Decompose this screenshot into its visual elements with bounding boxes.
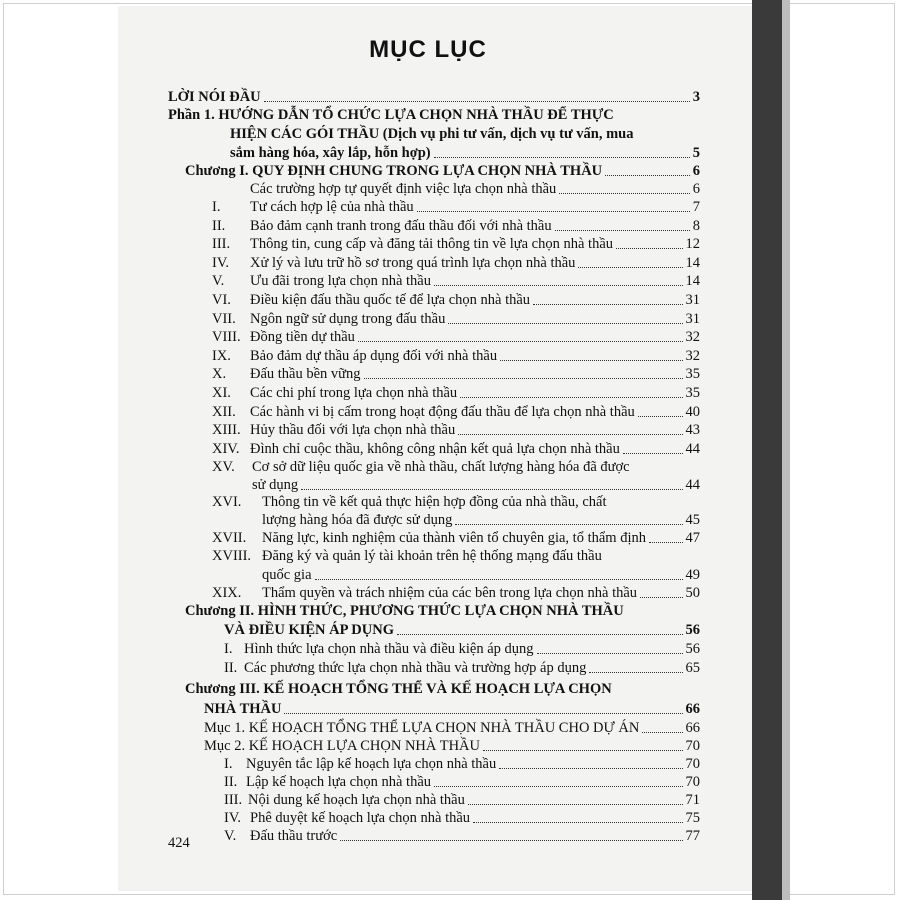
toc-leader-dots	[473, 822, 682, 823]
toc-leader-dots	[483, 750, 682, 751]
toc-page-number: 65	[685, 660, 700, 676]
toc-section-s2	[212, 217, 700, 235]
toc-page-number: 32	[685, 347, 700, 364]
toc-section-s3	[212, 235, 700, 253]
toc-page-number: 47	[685, 530, 700, 546]
page-title: MỤC LỤC	[369, 36, 487, 63]
toc-leader-dots	[364, 378, 683, 379]
toc-section-s10	[212, 365, 700, 383]
toc-section-xv-line2	[252, 476, 700, 494]
toc-entry-text: lượng hàng hóa đã được sử dụng	[262, 512, 453, 528]
toc-leader-dots	[555, 230, 690, 231]
toc-section-s11	[212, 384, 700, 402]
toc-section-s8	[212, 328, 700, 346]
toc-roman-numeral: X.	[212, 366, 227, 383]
toc-entry-text: quốc gia	[262, 567, 312, 583]
toc-ch2-section-i	[224, 640, 700, 658]
toc-chapter-1-intro	[250, 180, 700, 198]
toc-entry-text: Đấu thầu bền vững	[250, 366, 361, 383]
toc-leader-dots	[623, 453, 683, 454]
toc-leader-dots	[649, 542, 683, 543]
toc-entry-text: Lập kế hoạch lựa chọn nhà thầu	[246, 774, 432, 790]
toc-section-xvi-line2	[262, 511, 700, 529]
toc-leader-dots	[638, 416, 683, 417]
toc-leader-dots	[589, 672, 682, 673]
toc-page-number: 44	[685, 440, 700, 457]
toc-entry-text: Ngôn ngữ sử dụng trong đấu thầu	[250, 310, 446, 327]
toc-section-s12	[212, 403, 700, 421]
toc-page-number: 56	[685, 622, 700, 638]
toc-page-number: 70	[685, 756, 700, 772]
toc-page-number: 14	[685, 254, 700, 271]
toc-roman-numeral: XIII.	[212, 422, 241, 439]
toc-leader-dots	[264, 101, 690, 102]
toc-page-number: 45	[685, 512, 700, 528]
toc-leader-dots	[397, 634, 683, 635]
toc-page-number: 5	[692, 145, 700, 161]
toc-roman-numeral: XI.	[212, 385, 231, 401]
toc-leader-dots	[642, 732, 682, 733]
toc-roman-numeral: XVIII.	[212, 548, 252, 564]
toc-entry-text: Bảo đảm dự thầu áp dụng đối với nhà thầu	[250, 347, 498, 364]
toc-muc2-section-v	[224, 827, 700, 845]
toc-roman-numeral: XV.	[212, 459, 235, 475]
toc-entry-text: Đình chỉ cuộc thầu, không công nhận kết quả lựa chọn nhà thầu	[250, 440, 620, 457]
toc-entry-text: Bảo đảm cạnh tranh trong đấu thầu đối với nhà thầu	[250, 217, 552, 234]
toc-leader-dots	[458, 434, 682, 435]
toc-page-number: 12	[685, 236, 700, 253]
toc-section-s6	[212, 291, 700, 309]
toc-entry-loi-noi-dau	[168, 88, 700, 106]
toc-muc2-section-ii	[224, 773, 700, 791]
toc-roman-numeral: II.	[212, 217, 226, 234]
toc-muc-1	[204, 719, 700, 737]
toc-section-xvii	[212, 529, 700, 547]
toc-section-s4	[212, 254, 700, 272]
toc-leader-dots	[358, 341, 683, 342]
toc-roman-numeral: VI.	[212, 292, 231, 308]
toc-page-number: 43	[685, 422, 700, 439]
toc-page-number: 31	[685, 292, 700, 308]
toc-page-number: 6	[692, 181, 700, 197]
toc-leader-dots	[301, 489, 682, 490]
toc-leader-dots	[434, 786, 682, 787]
toc-roman-numeral: II.	[224, 660, 238, 676]
toc-chapter-2-line1: Chương II. HÌNH THỨC, PHƯƠNG THỨC LỰA CHỌN NHÀ THẦU	[185, 603, 624, 619]
toc-entry-text: Các phương thức lựa chọn nhà thầu và trường hợp áp dụng	[244, 660, 587, 676]
toc-roman-numeral: I.	[224, 641, 233, 657]
toc-page-number: 44	[685, 477, 700, 493]
toc-leader-dots	[537, 653, 683, 654]
toc-part1-line1: Phần 1. HƯỚNG DẪN TỔ CHỨC LỰA CHỌN NHÀ THẦU ĐỂ THỰC	[168, 107, 614, 123]
toc-roman-numeral: V.	[212, 273, 225, 290]
toc-page-number: 56	[685, 641, 700, 657]
toc-muc2-section-iv	[224, 809, 700, 827]
toc-roman-numeral: VIII.	[212, 329, 241, 346]
toc-roman-numeral: VII.	[212, 310, 236, 327]
toc-page-number: 6	[692, 163, 700, 179]
toc-entry-text: Chương I. QUY ĐỊNH CHUNG TRONG LỰA CHỌN NHÀ THẦU	[185, 163, 603, 179]
toc-leader-dots	[315, 579, 683, 580]
toc-page-number: 66	[685, 720, 700, 736]
toc-roman-numeral: III.	[224, 792, 243, 808]
toc-entry-text: Thông tin về kết quả thực hiện hợp đồng của nhà thầu, chất	[262, 494, 607, 510]
toc-roman-numeral: XIV.	[212, 440, 240, 457]
toc-leader-dots	[605, 175, 690, 176]
toc-entry-text: Tư cách hợp lệ của nhà thầu	[250, 199, 414, 215]
toc-page-number: 32	[685, 329, 700, 346]
toc-page-number: 50	[685, 585, 700, 601]
toc-page-number: 8	[692, 217, 700, 234]
toc-entry-text: sử dụng	[252, 477, 299, 493]
toc-entry-text: NHÀ THẦU	[204, 701, 282, 717]
toc-leader-dots	[559, 193, 689, 194]
toc-leader-dots	[640, 597, 682, 598]
toc-muc2-section-i	[224, 755, 700, 773]
toc-leader-dots	[340, 840, 682, 841]
toc-roman-numeral: II.	[224, 774, 238, 790]
toc-entry-text: LỜI NÓI ĐẦU	[168, 89, 261, 105]
toc-leader-dots	[578, 267, 682, 268]
toc-roman-numeral: I.	[212, 199, 221, 215]
toc-entry-text: sắm hàng hóa, xây lắp, hỗn hợp)	[230, 145, 431, 161]
book-spine	[752, 0, 782, 900]
toc-leader-dots	[417, 211, 690, 212]
book-edge	[782, 0, 790, 900]
toc-leader-dots	[468, 804, 683, 805]
toc-entry-text: Hình thức lựa chọn nhà thầu và điều kiện áp dụng	[244, 641, 534, 657]
toc-leader-dots	[434, 157, 690, 158]
toc-leader-dots	[434, 285, 683, 286]
toc-entry-text: Thông tin, cung cấp và đăng tải thông tin về lựa chọn nhà thầu	[250, 236, 614, 253]
toc-page-number: 35	[685, 385, 700, 401]
toc-part1-line2: HIỆN CÁC GÓI THẦU (Dịch vụ phi tư vấn, dịch vụ tư vấn, mua	[230, 126, 634, 142]
toc-muc-2	[204, 737, 700, 755]
toc-page-number: 14	[685, 273, 700, 290]
toc-chapter-2-line2	[224, 621, 700, 639]
toc-roman-numeral: IV.	[212, 254, 230, 271]
toc-chapter-1	[185, 162, 700, 180]
toc-leader-dots	[616, 248, 682, 249]
toc-entry-text: Năng lực, kinh nghiệm của thành viên tổ chuyên gia, tổ thẩm định	[262, 530, 646, 546]
toc-section-xvi-line1	[212, 494, 607, 511]
toc-section-xv-line1	[212, 459, 630, 476]
toc-entry-text: Đăng ký và quản lý tài khoản trên hệ thống mạng đấu thầu	[262, 548, 602, 564]
toc-entry-text: Các hành vi bị cấm trong hoạt động đấu thầu để lựa chọn nhà thầu	[250, 403, 635, 420]
toc-entry-text: Thẩm quyền và trách nhiệm của các bên trong lựa chọn nhà thầu	[262, 585, 638, 601]
toc-entry-text: Nội dung kế hoạch lựa chọn nhà thầu	[248, 792, 465, 808]
toc-entry-text: Điều kiện đấu thầu quốc tế để lựa chọn nhà thầu	[250, 292, 531, 308]
toc-page-number: 71	[685, 792, 700, 808]
toc-roman-numeral: I.	[224, 756, 233, 772]
toc-page-number: 70	[685, 774, 700, 790]
toc-section-xviii-line2	[262, 566, 700, 584]
toc-leader-dots	[533, 304, 682, 305]
toc-entry-text: Các chi phí trong lựa chọn nhà thầu	[250, 385, 458, 401]
toc-leader-dots	[500, 360, 682, 361]
toc-muc2-section-iii	[224, 791, 700, 809]
toc-section-s14	[212, 440, 700, 458]
toc-section-s7	[212, 310, 700, 328]
toc-entry-text: Phê duyệt kế hoạch lựa chọn nhà thầu	[250, 810, 471, 826]
toc-leader-dots	[284, 713, 682, 714]
toc-page-number: 77	[685, 828, 700, 844]
toc-roman-numeral: XII.	[212, 403, 236, 420]
toc-page-number: 70	[685, 738, 700, 754]
toc-roman-numeral: V.	[224, 828, 237, 844]
toc-section-s1	[212, 198, 700, 216]
toc-roman-numeral: IX.	[212, 347, 231, 364]
toc-section-s13	[212, 421, 700, 439]
toc-page-number: 75	[685, 810, 700, 826]
toc-page-number: 40	[685, 403, 700, 420]
toc-section-xix	[212, 584, 700, 602]
toc-entry-text: Nguyên tắc lập kế hoạch lựa chọn nhà thầu	[246, 756, 497, 772]
toc-page-number: 35	[685, 366, 700, 383]
toc-entry-text: Đấu thầu trước	[250, 828, 338, 844]
toc-section-xviii-line1	[212, 548, 602, 565]
toc-roman-numeral: XIX.	[212, 585, 242, 601]
toc-part1-line3	[230, 144, 700, 162]
toc-page-number: 7	[692, 199, 700, 215]
toc-ch2-section-ii	[224, 659, 700, 677]
page-footer-number: 424	[168, 835, 190, 851]
toc-roman-numeral: III.	[212, 236, 231, 253]
toc-entry-text: Hủy thầu đối với lựa chọn nhà thầu	[250, 422, 456, 439]
toc-entry-text: VÀ ĐIỀU KIỆN ÁP DỤNG	[224, 622, 394, 638]
toc-roman-numeral: XVII.	[212, 530, 247, 546]
toc-leader-dots	[460, 397, 682, 398]
toc-page-number: 66	[685, 701, 700, 717]
toc-entry-text: Các trường hợp tự quyết định việc lựa chọn nhà thầu	[250, 181, 557, 197]
toc-leader-dots	[455, 524, 682, 525]
toc-leader-dots	[499, 768, 682, 769]
toc-entry-text: Mục 2. KẾ HOẠCH LỰA CHỌN NHÀ THẦU	[204, 738, 481, 754]
toc-roman-numeral: XVI.	[212, 494, 242, 510]
toc-page-number: 31	[685, 310, 700, 327]
toc-section-s9	[212, 347, 700, 365]
toc-entry-text: Mục 1. KẾ HOẠCH TỔNG THỂ LỰA CHỌN NHÀ THẦU CHO DỰ ÁN	[204, 720, 640, 736]
toc-page-number: 49	[685, 567, 700, 583]
toc-entry-text: Đồng tiền dự thầu	[250, 329, 355, 346]
toc-chapter-3-line1: Chương III. KẾ HOẠCH TỔNG THỂ VÀ KẾ HOẠCH LỰA CHỌN	[185, 681, 612, 697]
toc-roman-numeral: IV.	[224, 810, 242, 826]
toc-chapter-3-line2	[204, 700, 700, 718]
toc-entry-text: Ưu đãi trong lựa chọn nhà thầu	[250, 273, 431, 290]
toc-section-s5	[212, 272, 700, 290]
toc-entry-text: Cơ sở dữ liệu quốc gia về nhà thầu, chất lượng hàng hóa đã được	[252, 459, 630, 475]
toc-page-number: 3	[692, 89, 700, 105]
toc-entry-text: Xử lý và lưu trữ hồ sơ trong quá trình lựa chọn nhà thầu	[250, 254, 576, 271]
toc-leader-dots	[448, 323, 682, 324]
